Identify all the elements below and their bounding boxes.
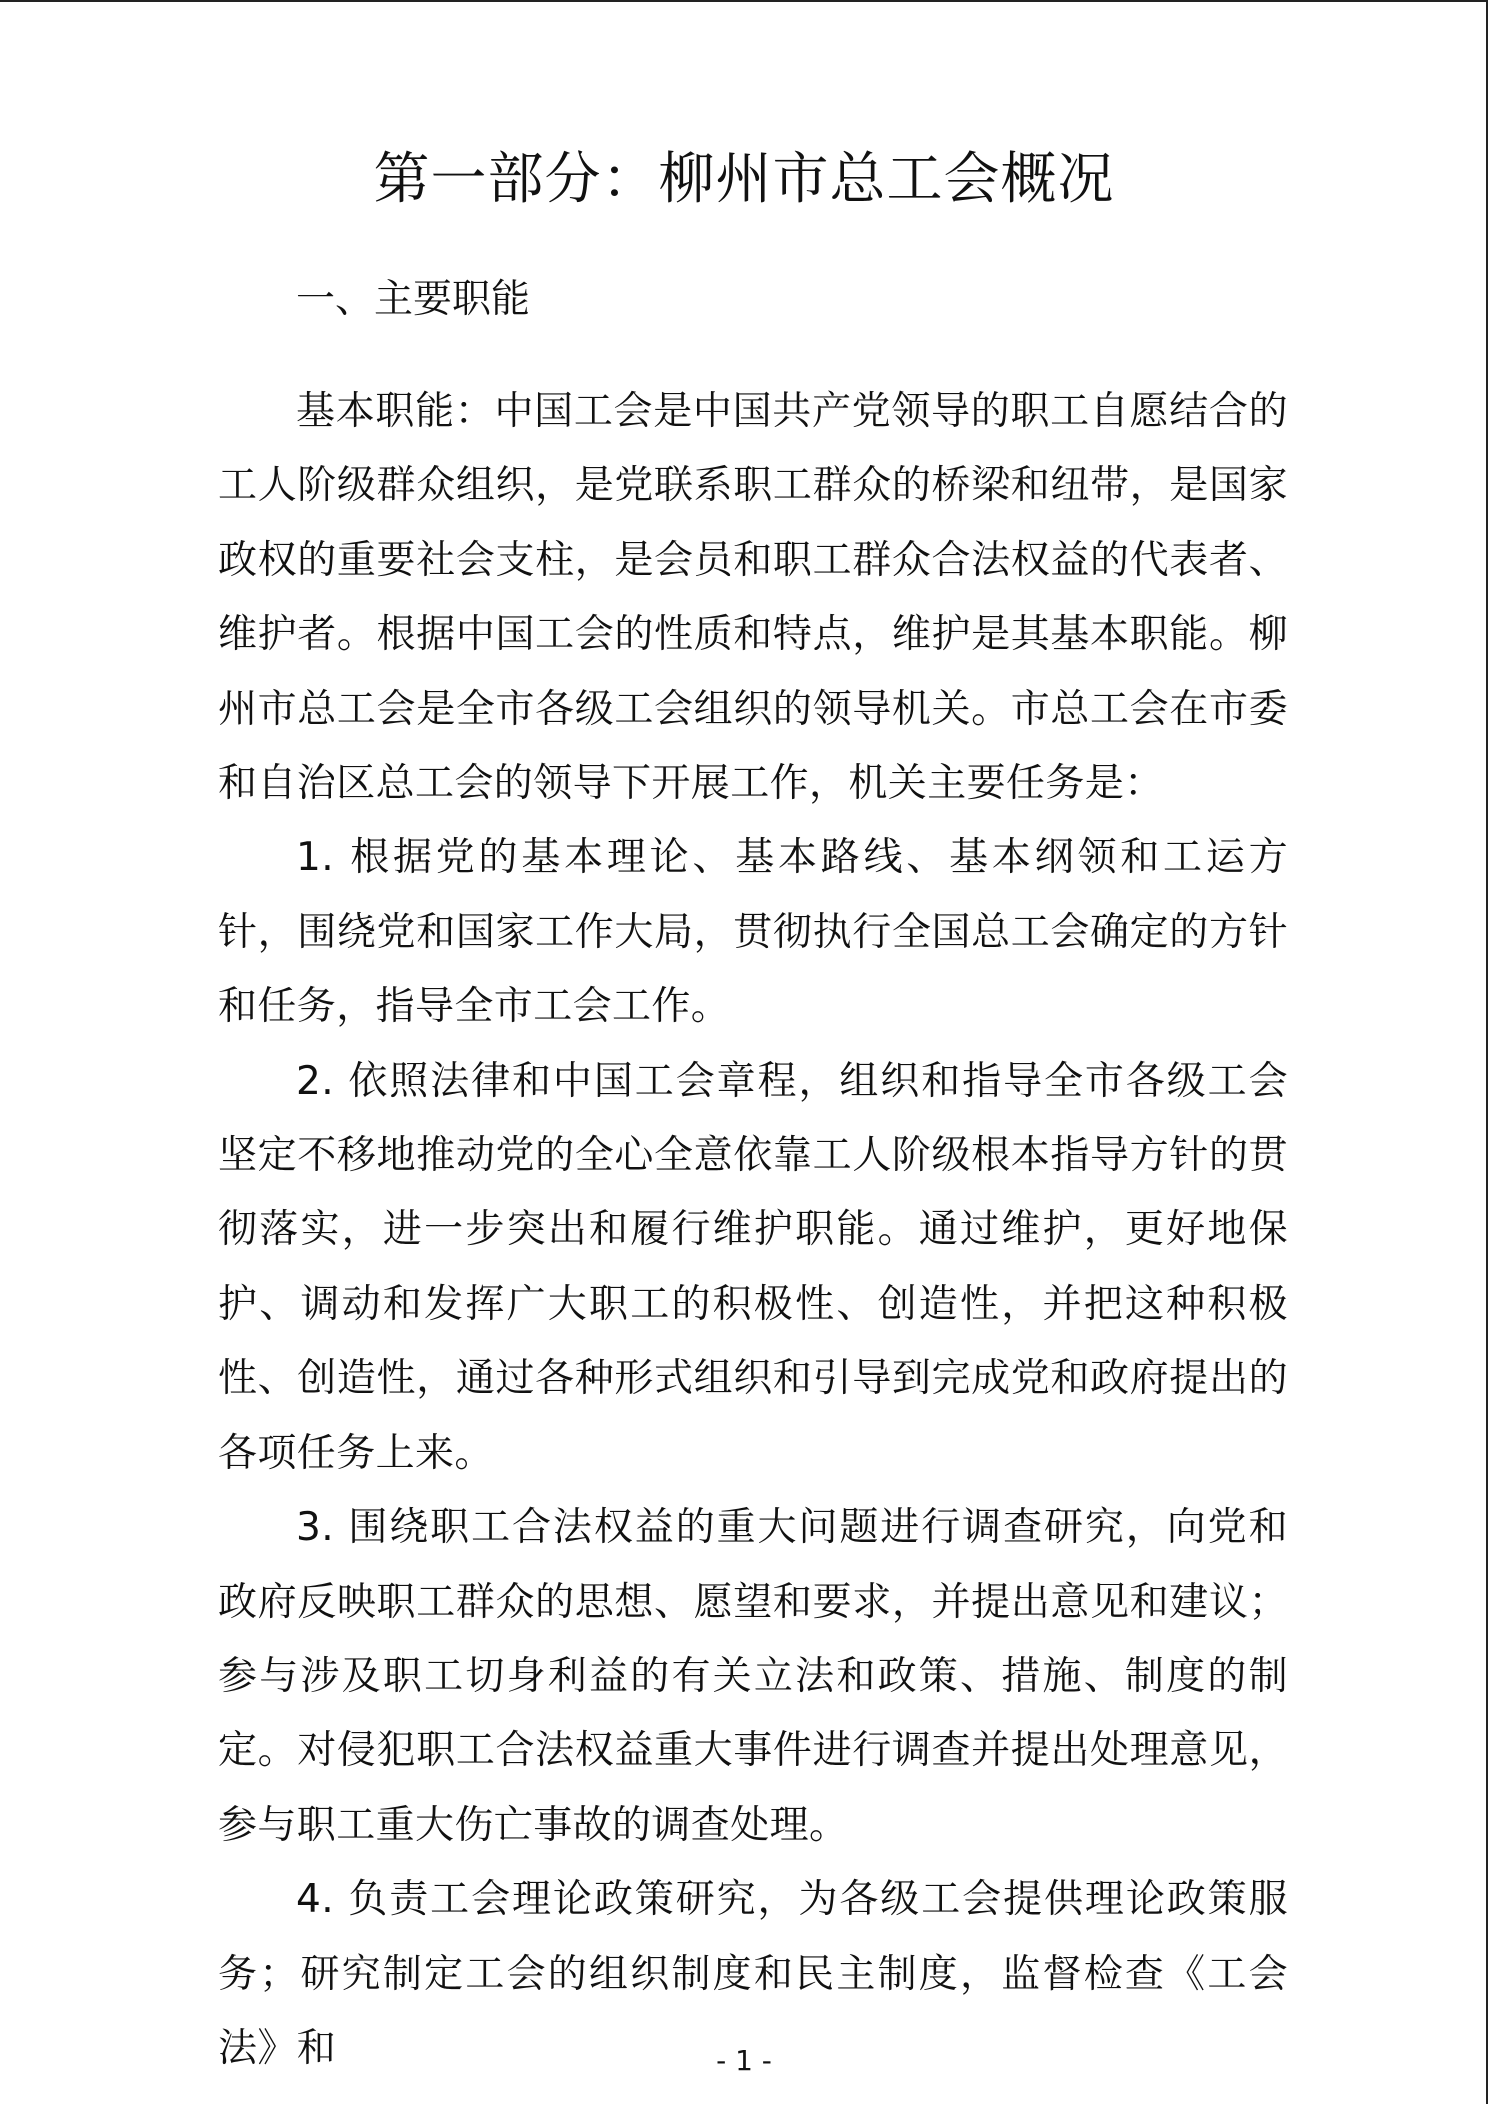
paragraph-task-4: 4. 负责工会理论政策研究，为各级工会提供理论政策服务；研究制定工会的组织制度和民主制度，监督检查《工会法》和 xyxy=(218,1877,1288,2071)
document-body xyxy=(218,375,1288,2086)
paragraph-task-1: 1. 根据党的基本理论、基本路线、基本纲领和工运方针，围绕党和国家工作大局，贯彻执行全国总工会确定的方针和任务，指导全市工会工作。 xyxy=(218,835,1288,1030)
page-number: - 1 - xyxy=(716,2044,772,2077)
paragraph-task-2: 2. 依照法律和中国工会章程，组织和指导全市各级工会坚定不移地推动党的全心全意依靠工人阶级根本指导方针的贯彻落实，进一步突出和履行维护职能。通过维护，更好地保护、调动和发挥广大职工的积极性、创造性，并把这种积极性、创造性，通过各种形式组织和引导到完成党和政府提出的各项任务上来。 xyxy=(218,1058,1288,1476)
paragraph-basic-functions: 基本职能：中国工会是中国共产党领导的职工自愿结合的工人阶级群众组织，是党联系职工群众的桥梁和纽带，是国家政权的重要社会支柱，是会员和职工群众合法权益的代表者、维护者。根据中国工会的性质和特点，维护是其基本职能。柳州市总工会是全市各级工会组织的领导机关。市总工会在市委和自治区总工会的领导下开展工作，机关主要任务是： xyxy=(218,389,1288,807)
paragraph-task-3: 3. 围绕职工合法权益的重大问题进行调查研究，向党和政府反映职工群众的思想、愿望和要求，并提出意见和建议；参与涉及职工切身利益的有关立法和政策、措施、制度的制定。对侵犯职工合法权益重大事件进行调查并提出处理意见，参与职工重大伤亡事故的调查处理。 xyxy=(218,1505,1288,1848)
section-heading: 一、主要职能 xyxy=(296,277,531,322)
document-title: 第一部分：柳州市总工会概况 xyxy=(373,147,1115,212)
page-border-top xyxy=(0,0,1488,2)
